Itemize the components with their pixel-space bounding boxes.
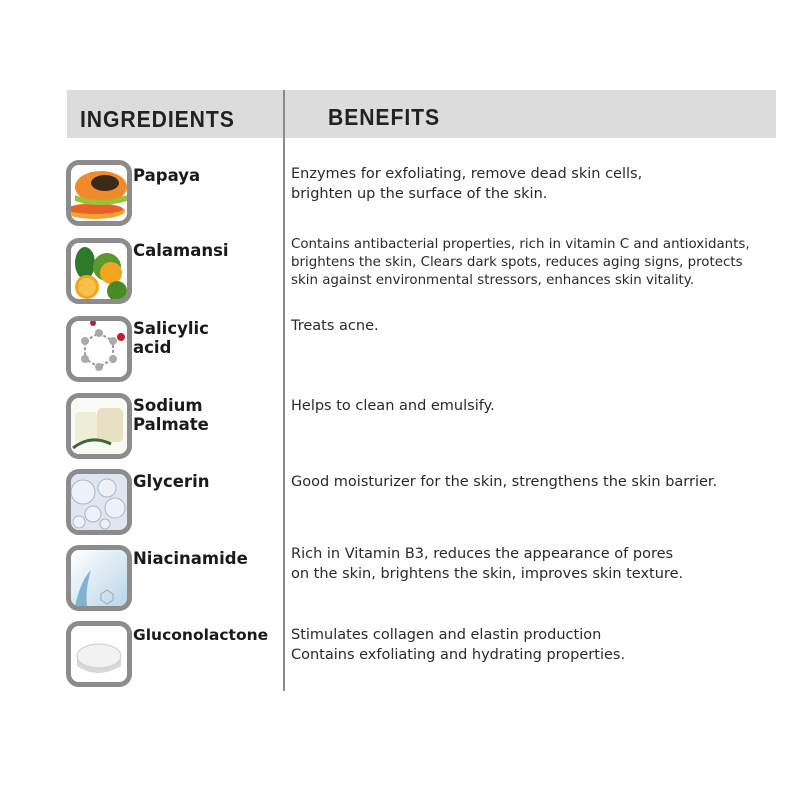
papaya-icon bbox=[66, 160, 132, 226]
ingredient-name: Gluconolactone bbox=[133, 626, 269, 644]
ingredient-name: Papaya bbox=[133, 166, 201, 185]
ingredient-benefit: Stimulates collagen and elastin production Contains exfoliating and hydrating properties. bbox=[291, 627, 626, 663]
bubbles-icon bbox=[66, 469, 132, 535]
ingredient-name: Sodium Palmate bbox=[133, 396, 209, 434]
ingredients-heading: INGREDIENTS bbox=[80, 106, 235, 132]
molecule-icon bbox=[66, 316, 132, 382]
ingredient-benefit: Enzymes for exfoliating, remove dead skin cells, brighten up the surface of the skin. bbox=[291, 166, 643, 202]
ingredient-name: Niacinamide bbox=[133, 549, 248, 568]
ingredient-benefit: Rich in Vitamin B3, reduces the appearance of pores on the skin, brightens the skin, improves skin texture. bbox=[291, 546, 684, 582]
ingredient-name: Glycerin bbox=[133, 472, 210, 491]
calamansi-icon bbox=[66, 238, 132, 304]
column-divider bbox=[283, 90, 285, 691]
serum-icon bbox=[66, 545, 132, 611]
ingredient-benefit: Good moisturizer for the skin, strengthens the skin barrier. bbox=[291, 474, 718, 490]
soap-icon bbox=[66, 393, 132, 459]
ingredient-benefit: Helps to clean and emulsify. bbox=[291, 398, 495, 414]
ingredient-name: Calamansi bbox=[133, 241, 229, 260]
ingredient-name: Salicylic acid bbox=[133, 319, 209, 357]
tablet-icon bbox=[66, 621, 132, 687]
benefits-heading: BENEFITS bbox=[328, 104, 440, 130]
ingredient-benefit: Contains antibacterial properties, rich in vitamin C and antioxidants, brightens the skin, Clears dark spots, reduces aging signs, protects skin against environmental stressors, enhances skin vitality. bbox=[291, 237, 750, 288]
ingredient-benefit: Treats acne. bbox=[291, 318, 379, 334]
